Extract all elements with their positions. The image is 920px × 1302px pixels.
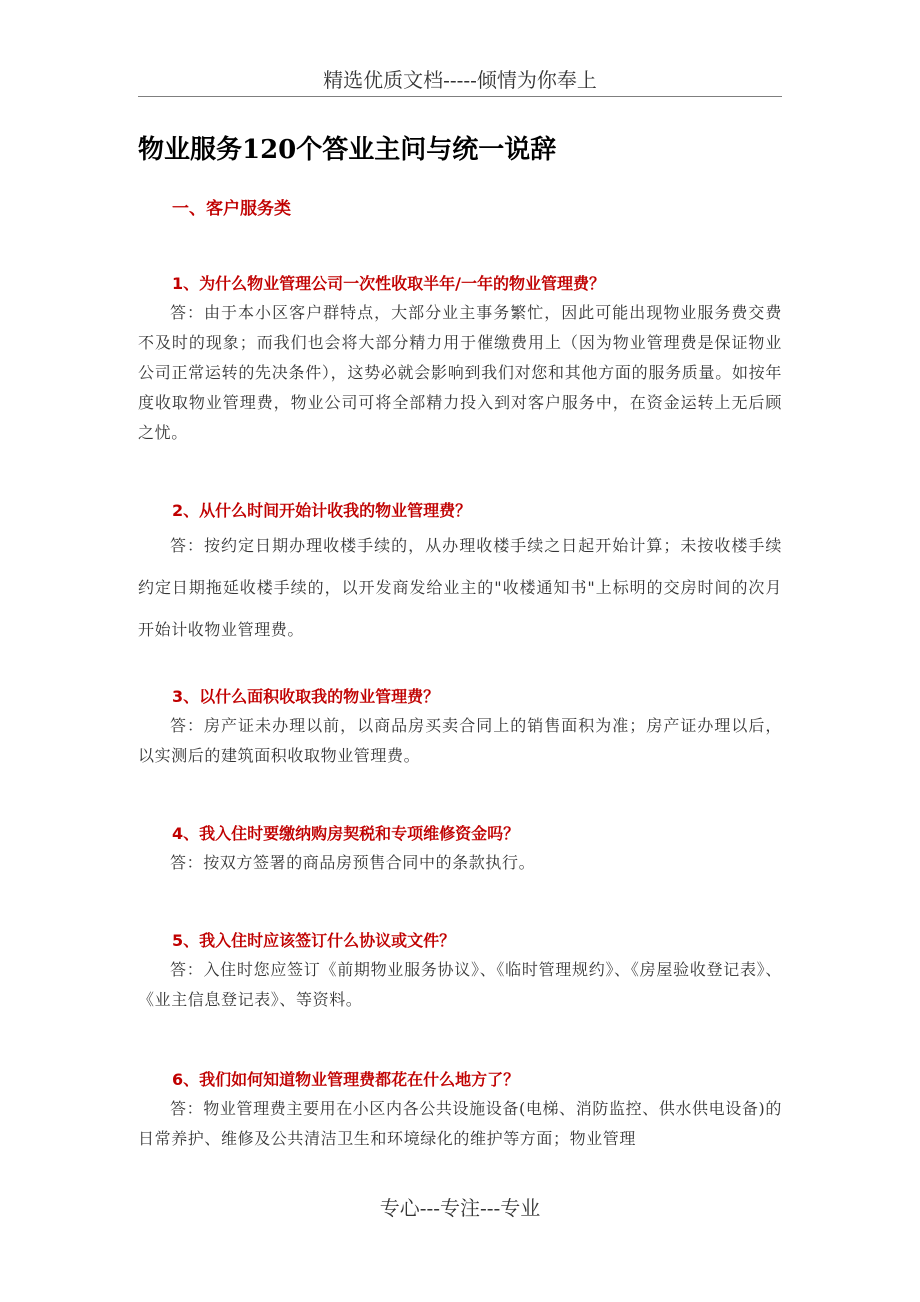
answer-1: 答：由于本小区客户群特点，大部分业主事务繁忙，因此可能出现物业服务费交费不及时的现象；而我们也会将大部分精力用于催缴费用上（因为物业管理费是保证物业公司正常运转的先决条件），这势必就会影响到我们对您和其他方面的服务质量。如按年度收取物业管理费，物业公司可将全部精力投入到对客户服务中，在资金运转上无后顾之忧。: [138, 303, 782, 442]
page-header: 精选优质文档-----倾情为你奉上: [323, 68, 597, 92]
qa-item-2: [138, 497, 782, 651]
question-6: 6、我们如何知道物业管理费都花在什么地方了？: [172, 1070, 520, 1089]
answer-5: 答：入住时您应签订《前期物业服务协议》、《临时管理规约》、《房屋验收登记表》、《业主信息登记表》、等资料。: [138, 960, 782, 1009]
page-footer: 专心---专注---专业: [379, 1196, 541, 1220]
question-2: 2、从什么时间开始计收我的物业管理费？: [172, 501, 472, 520]
question-1: 1、为什么物业管理公司一次性收取半年/一年的物业管理费？: [172, 274, 605, 293]
answer-3: 答：房产证未办理以前，以商品房买卖合同上的销售面积为准；房产证办理以后，以实测后的建筑面积收取物业管理费。: [138, 716, 782, 765]
document-title: 物业服务120个答业主问与统一说辞: [138, 135, 557, 165]
question-5: 5、我入住时应该签订什么协议或文件？: [172, 931, 456, 950]
answer-2: 答：按约定日期办理收楼手续的，从办理收楼手续之日起开始计算；未按收楼手续约定日期拖延收楼手续的，以开发商发给业主的"收楼通知书"上标明的交房时间的次月开始计收物业管理费。: [138, 536, 782, 639]
qa-item-4: [138, 820, 782, 878]
question-3: 3、以什么面积收取我的物业管理费？: [172, 687, 440, 706]
answer-6: 答：物业管理费主要用在小区内各公共设施设备(电梯、消防监控、供水供电设备)的日常养护、维修及公共清洁卫生和环境绿化的维护等方面；物业管理: [138, 1099, 782, 1148]
question-4: 4、我入住时要缴纳购房契税和专项维修资金吗？: [172, 824, 520, 843]
header-divider: [138, 96, 782, 97]
qa-item-6: [138, 1066, 782, 1154]
answer-4: 答：按双方签署的商品房预售合同中的条款执行。: [170, 853, 536, 872]
qa-item-3: [138, 683, 782, 771]
qa-item-1: [138, 270, 782, 448]
section-heading: 一、客户服务类: [172, 199, 291, 219]
qa-item-5: [138, 927, 782, 1015]
